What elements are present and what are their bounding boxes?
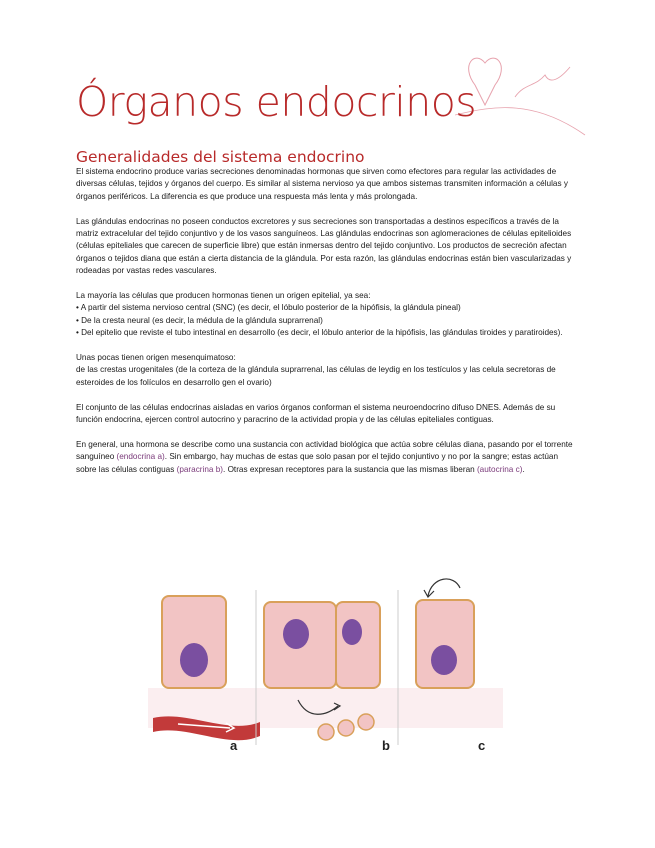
paragraph-intro: El sistema endocrino produce varias secreciones denominadas hormonas que sirven como efectores para regular las actividades de diversas células, tejidos y órganos del cuerpo. Es similar al sistema nervioso ya que ambos sistemas transmiten información a células y órganos periféricos. La diferencia es que produce una respuesta más lenta y más prolongada. [76, 167, 568, 201]
origin-item-snc: • A partir del sistema nervioso central (SNC) (es decir, el lóbulo posterior de la hipófisis, la glándula pineal) [76, 303, 461, 313]
figure-label-a: a [230, 738, 238, 753]
origin-item-epithelium: • Del epitelio que reviste el tubo intestinal en desarrollo (es decir, el lóbulo anterior de la hipófisis, las glándulas tiroides y paratiroides). [76, 328, 563, 338]
paragraph-mesenchymal-line2: de las crestas urogenitales (de la corteza de la glándula suprarrenal, las células de leydig en los testículos y las celula secretoras de esteroides de los folículos en desarrollo gen el ovario) [76, 365, 556, 387]
keyword-endocrine: (endocrina a) [116, 452, 165, 462]
paragraph-origins [76, 290, 576, 340]
keyword-autocrine: (autocrina c) [476, 464, 523, 474]
origin-item-neural-crest: • De la cresta neural (es decir, la médula de la glándula suprarrenal) [76, 315, 323, 325]
origin-list [76, 302, 576, 339]
signaling-figure [148, 560, 503, 760]
keyword-paracrine: (paracrina b) [176, 464, 224, 474]
paragraph-mesenchymal-line1: Unas pocas tienen origen mesenquimatoso: [76, 353, 236, 363]
signaling-illustration [148, 560, 503, 760]
document-body [76, 166, 576, 488]
paragraph-dnes: El conjunto de las células endocrinas aisladas en varios órganos conforman el sistema neuroendocrino difuso DNES. Además de su función endocrina, ejercen control autocrino y paracrino de la actividad propia y de las células epiteliales contiguas. [76, 402, 556, 425]
page-title: Órganos endocrinos [76, 78, 477, 126]
hormone-text-a: En general, una hormona se describe como una sustancia con actividad biológica que actúa sobre células diana, pasando por el torrente sanguíneo [76, 439, 573, 462]
paragraph-hormone-types [76, 439, 576, 476]
figure-label-c: c [478, 738, 486, 753]
paragraph-mesenchymal [76, 352, 576, 389]
section-subtitle: Generalidades del sistema endocrino [76, 148, 365, 166]
paragraph-origins-intro: La mayoría las células que producen hormonas tienen un origen epitelial, ya sea: [76, 291, 371, 301]
paragraph-glands: Las glándulas endocrinas no poseen conductos excretores y sus secreciones son transportadas a destinos específicos a través de la matriz extracelular del tejido conjuntivo y de los vasos sanguíneos. Las glándulas endocrinas son aglomeraciones de células epitelioides (células epiteliales que carecen de superficie libre) que están inmersas dentro del tejido conjuntivo. Los productos de secreción afectan órganos o tejidos diana que están a cierta distancia de la glándula. Por esta razón, las glándulas endocrinas están bien vascularizadas y rodeadas por vastas redes vasculares. [76, 216, 572, 276]
hormone-text-b: . Sin embargo, hay muchas de estas que solo pasan por el tejido conjuntivo y no por la sangre; estas actúan sobre las células contiguas [76, 452, 559, 474]
hormone-text-c: . Otras expresan receptores para la sustancia que las mismas liberan [223, 464, 477, 474]
panel-autocrine [416, 579, 474, 688]
hormone-text-d: . [522, 464, 525, 474]
figure-label-b: b [382, 738, 390, 753]
